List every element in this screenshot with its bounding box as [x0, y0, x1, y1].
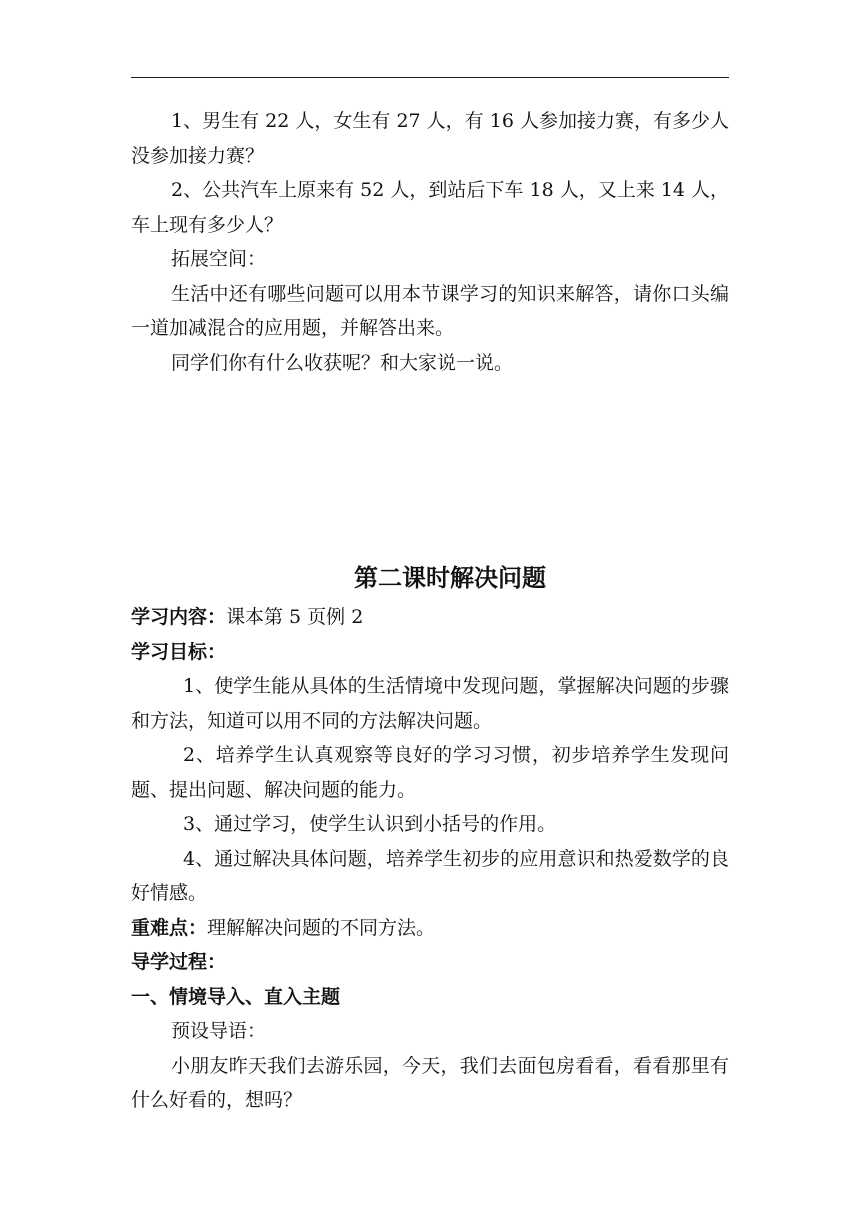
summary-prompt: 同学们你有什么收获呢？和大家说一说。 [171, 351, 514, 374]
spacer [131, 380, 729, 556]
goal-item: 4、通过解决具体问题，培养学生初步的应用意识和热爱数学的良好情感。 [131, 847, 729, 904]
preset-text: 小朋友昨天我们去游乐园，今天，我们去面包房看看，看看那里有什么好看的，想吗？ [131, 1054, 729, 1111]
goals-label: 学习目标： [131, 640, 227, 663]
content-label: 学习内容： [131, 606, 227, 628]
goal-item: 2、培养学生认真观察等良好的学习习惯，初步培养学生发现问题、提出问题、解决问题的能力。 [131, 744, 729, 801]
extension-text: 生活中还有哪些问题可以用本节课学习的知识来解答，请你口头编一道加减混合的应用题，并解答出来。 [131, 282, 729, 339]
lesson-title: 第二课时解决问题 [354, 564, 546, 592]
header-rule [131, 77, 729, 78]
extension-heading: 拓展空间： [171, 248, 267, 270]
content-value: 课本第 5 页例 2 [226, 606, 364, 628]
key-value: 理解解决问题的不同方法。 [207, 916, 436, 939]
key-label: 重难点： [131, 916, 208, 939]
question-2: 2、公共汽车上原来有 52 人，到站后下车 18 人，又上来 14 人，车上现有多少人？ [131, 179, 729, 236]
section-heading: 一、情境导入、直入主题 [131, 985, 341, 1008]
question-1: 1、男生有 22 人，女生有 27 人，有 16 人参加接力赛，有多少人没参加接力赛？ [131, 110, 729, 167]
key-line [131, 911, 729, 946]
goal-item: 1、使学生能从具体的生活情境中发现问题，掌握解决问题的步骤和方法，知道可以用不同的方法解决问题。 [131, 675, 729, 732]
preset-label: 预设导语： [171, 1020, 267, 1042]
process-label: 导学过程： [131, 951, 227, 973]
goal-item: 3、通过学习，使学生认识到小括号的作用。 [183, 813, 557, 835]
content-line [131, 600, 729, 635]
document-page [131, 104, 729, 1118]
